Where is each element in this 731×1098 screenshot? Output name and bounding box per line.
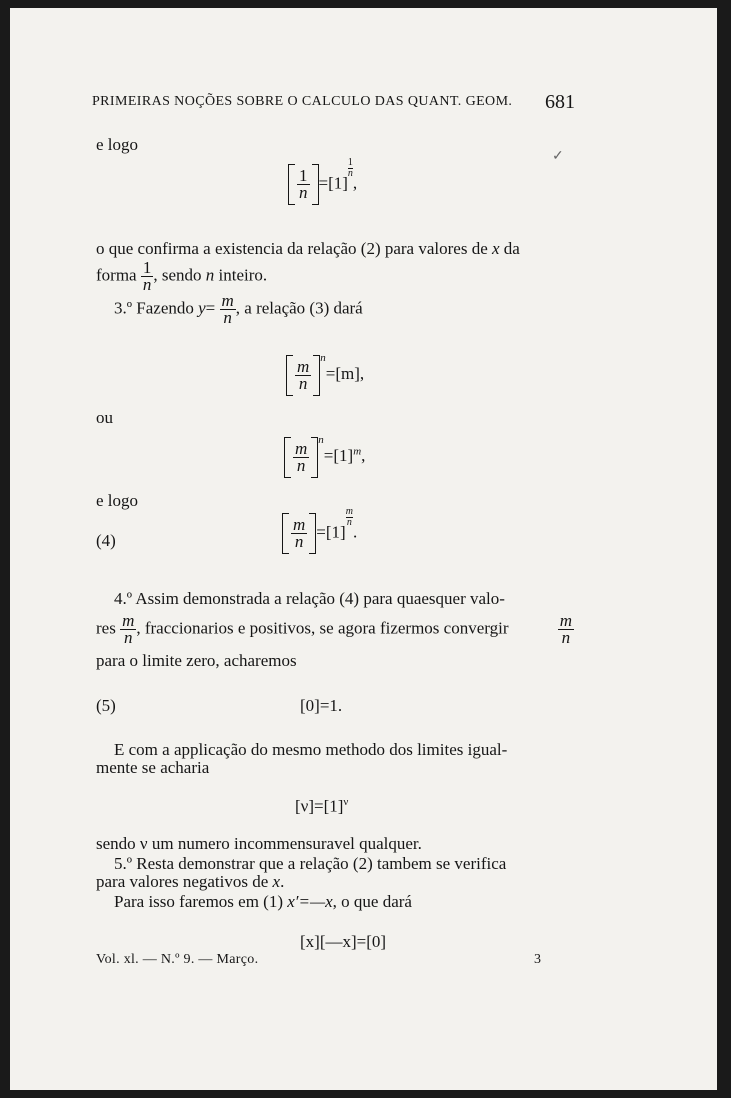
paragraph-5-line-1: E com a applicação do mesmo methodo dos limites igual-	[114, 740, 508, 759]
equation-4-label: (4)	[96, 531, 116, 550]
page-number: 681	[545, 91, 575, 113]
paragraph-line-1: o que confirma a existencia da relação (2) para valores de x da	[96, 239, 520, 258]
paragraph-line-2: forma $\frac{1}{n}$ , sendo n inteiro.	[96, 258, 268, 294]
pencil-mark-icon: ✓	[552, 149, 564, 164]
equation-4: $\frac{m}{n}$ =[1] $\frac{m}{n}$ .	[282, 513, 357, 554]
paragraph-3-line-1: 3.º Fazendo y= $\frac{m}{n}$ , a relação (3) dará	[114, 291, 363, 327]
paragraph-6-line-1: sendo ν um numero incommensuravel qualquer.	[96, 834, 422, 853]
paragraph-4-line-2: res $\frac{m}{n}$ , fraccionarios e positivos, se agora fizermos convergir $\frac{m}{n}$	[96, 611, 572, 647]
equation-1: $\frac{1}{n}$ =[1] $\frac{1}{n}$ ,	[288, 164, 357, 205]
document-page	[10, 8, 717, 1090]
paragraph-7-line-1: 5.º Resta demonstrar que a relação (2) tambem se verifica	[114, 854, 507, 873]
equation-3: $\frac{m}{n}$ $^n=[1]^m$,	[284, 430, 365, 478]
footer-sheet-number: 3	[534, 952, 542, 967]
paragraph-5-line-2: mente se acharia	[96, 758, 210, 777]
equation-5: [0]=1.	[300, 696, 343, 715]
paragraph-8-line-1: Para isso faremos em (1) x′=—x, o que dará	[114, 892, 412, 911]
paragraph-7-line-2: para valores negativos de x.	[96, 872, 285, 891]
equation-5-label: (5)	[96, 696, 116, 715]
running-header: PRIMEIRAS NOÇÕES SOBRE O CALCULO DAS QUANT. GEOM.	[92, 94, 513, 109]
paragraph-4-line-3: para o limite zero, acharemos	[96, 651, 297, 670]
paragraph-4-line-1: 4.º Assim demonstrada a relação (4) para quaesquer valo-	[114, 589, 505, 608]
equation-7: [x][—x]=[0]	[300, 932, 387, 951]
equation-2: $\frac{m}{n}$ $^n$=[m],	[286, 348, 364, 396]
footer-signature: Vol. xl. — N.º 9. — Março.	[96, 952, 259, 967]
line-e-logo-2: e logo	[96, 491, 139, 510]
equation-6: $[\nu]=[1]^\nu$	[295, 796, 349, 816]
line-e-logo-1: e logo	[96, 135, 139, 154]
line-ou: ou	[96, 408, 113, 427]
